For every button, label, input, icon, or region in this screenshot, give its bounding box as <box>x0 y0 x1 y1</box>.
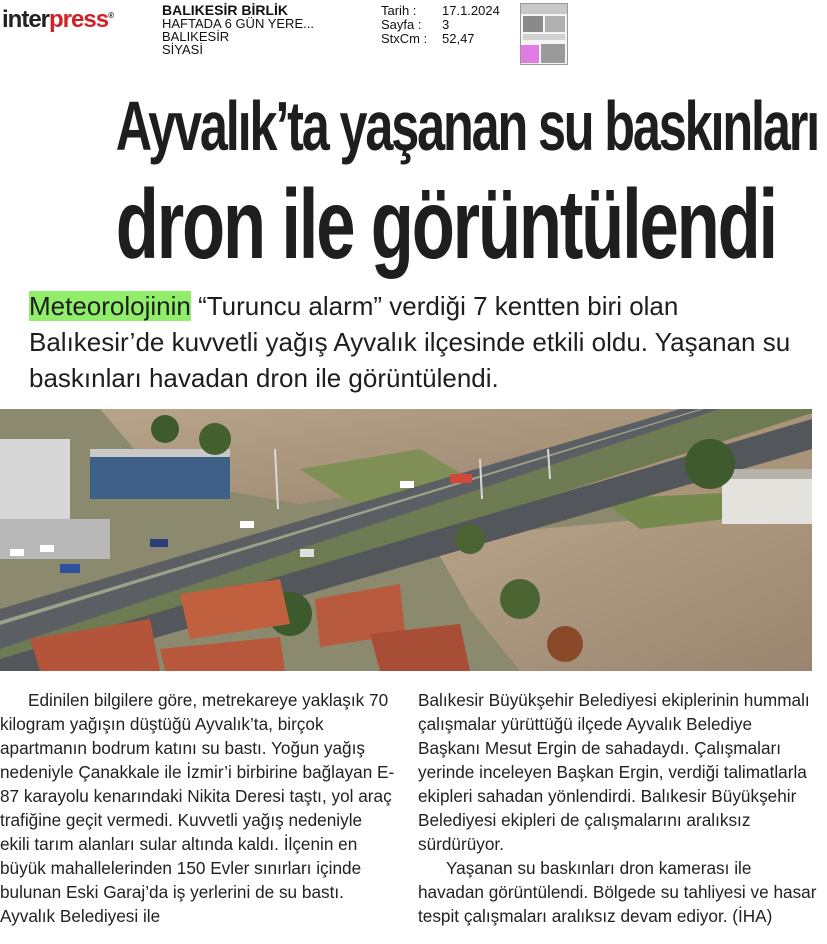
aerial-flood-photo <box>0 409 812 671</box>
page-label: Sayfa : <box>381 17 422 32</box>
publication-info <box>162 4 314 56</box>
logo-text-accent: press <box>49 6 109 33</box>
article-column-2 <box>418 688 818 928</box>
registered-mark: ® <box>108 11 113 20</box>
paragraph: Edinilen bilgilere göre, metrekareye yaklaşık 70 kilogram yağışın düştüğü Ayvalık’ta, birçok apartmanın bodrum katını su bastı. Yoğun yağış nedeniyle Çanakkale ile İzmir’i birbirine bağlayan E-87 karayolu kenarındaki Nikita Deresi taştı, yol araç trafiğine geçit vermedi. Kuvvetli yağış nedeniyle ekili tarım alanları sular altında kaldı. İlçenin en büyük mahallelerinden 150 Evler sınırları içinde bulunan Eski Garaj’da iş yerlerini de su bastı. Ayvalık Belediyesi ile <box>0 690 395 926</box>
logo-text: inter <box>2 6 50 33</box>
interpress-logo <box>2 6 113 34</box>
page-value: 3 <box>442 17 450 32</box>
spot-text: “Turuncu alarm” verdiği 7 kentten biri olan Balıkesir’de kuvvetli yağış Ayvalık ilçesinde etkili oldu. Yaşanan su baskınları havadan dron ile görüntülendi. <box>29 291 791 393</box>
date-value: 17.1.2024 <box>442 3 500 18</box>
page-thumbnail[interactable] <box>520 3 568 65</box>
clipping-info <box>381 4 500 46</box>
publication-frequency: HAFTADA 6 GÜN YERE... <box>162 16 314 31</box>
stxcm-value: 52,47 <box>442 31 475 46</box>
publication-city: BALIKESİR <box>162 29 230 44</box>
article-spot <box>29 288 809 396</box>
paragraph: Balıkesir Büyükşehir Belediyesi ekiplerinin hummalı çalışmalar yürüttüğü ilçede Ayvalık Belediye Başkanı Mesut Ergin de sahadaydı. Çalışmaları yerinde inceleyen Başkan Ergin, verdiği talimatlarla ekipleri sahadan yönlendirdi. Balıkesir Büyükşehir Belediyesi ekipleri de çalışmalarını aralıksız sürdürüyor. <box>418 690 810 854</box>
date-label: Tarih : <box>381 3 417 18</box>
stxcm-label: StxCm : <box>381 31 428 46</box>
highlighted-word: Meteorolojinin <box>29 291 191 321</box>
article-column-1 <box>0 688 395 928</box>
paragraph: Yaşanan su baskınları dron kamerası ile havadan görüntülendi. Bölgede su tahliyesi ve hasar tespit çalışmaları aralıksız devam ediyor. (İHA) <box>418 858 817 926</box>
headline-line-1: Ayvalık’ta yaşanan su baskınları <box>115 87 818 165</box>
publication-category: SİYASİ <box>162 42 203 57</box>
headline-line-2: dron ile görüntülendi <box>115 169 776 279</box>
publication-name: BALIKESİR BİRLİK <box>162 2 288 18</box>
